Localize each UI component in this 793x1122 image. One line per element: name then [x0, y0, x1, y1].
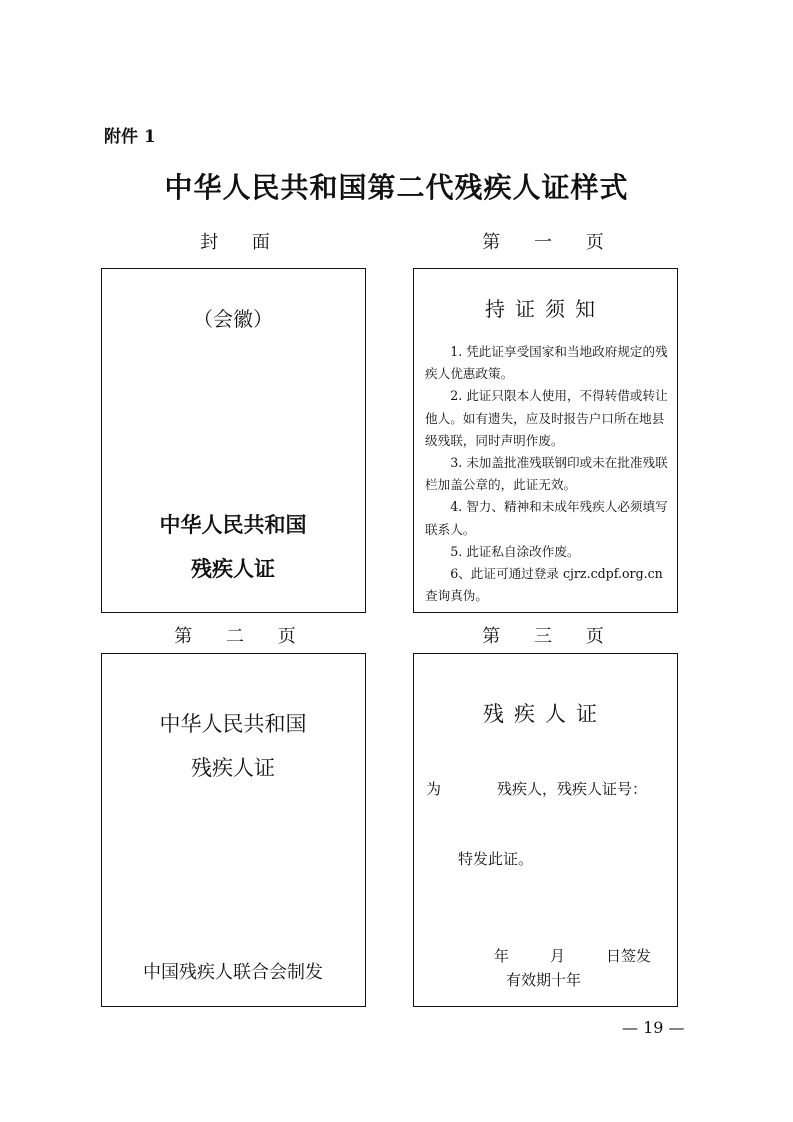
- page-number: — 19 —: [622, 1018, 685, 1037]
- notice-heading: 持证须知: [485, 297, 605, 321]
- caption-page3: 第 三 页: [482, 626, 618, 647]
- annex-label: 附件 1: [104, 127, 156, 147]
- notice-item: 4. 智力、精神和未成年残疾人必须填写联系人。: [425, 499, 668, 537]
- notice-list: [425, 341, 669, 607]
- page3-heading: 残疾人证: [483, 702, 607, 726]
- caption-page2: 第 二 页: [174, 626, 310, 647]
- document-title: 中华人民共和国第二代残疾人证样式: [164, 171, 629, 204]
- page1-panel: [413, 268, 678, 613]
- date-year: 年: [494, 947, 510, 965]
- notice-item: 3. 未加盖批准残联钢印或未在批准残联栏加盖公章的，此证无效。: [425, 455, 668, 493]
- holder-line: 残疾人，残疾人证号：: [497, 780, 648, 798]
- notice-item: 1. 凭此证享受国家和当地政府规定的残疾人优惠政策。: [425, 344, 668, 382]
- emblem-placeholder: （会徽）: [193, 307, 273, 331]
- date-day-signed: 日签发: [606, 947, 652, 965]
- notice-item: 2. 此证只限本人使用，不得转借或转让他人。如有遗失，应及时报告户口所在地县级残联，同时声明作废。: [425, 388, 668, 448]
- cover-country-name: 中华人民共和国: [159, 512, 307, 537]
- page2-panel: [101, 653, 366, 1007]
- caption-cover: 封 面: [200, 232, 284, 253]
- caption-page1: 第 一 页: [482, 232, 618, 253]
- page2-certificate-name: 残疾人证: [191, 756, 275, 780]
- cover-panel: [101, 268, 366, 613]
- page2-country-name: 中华人民共和国: [159, 712, 307, 736]
- cover-certificate-name: 残疾人证: [191, 556, 275, 581]
- issued-statement: 特发此证。: [458, 850, 534, 868]
- issuer: 中国残疾人联合会制发: [143, 962, 323, 983]
- validity: 有效期十年: [506, 971, 582, 989]
- holder-prefix: 为: [426, 780, 442, 798]
- notice-item: 6、此证可通过登录 cjrz.cdpf.org.cn 查询真伪。: [425, 566, 663, 604]
- notice-item: 5. 此证私自涂改作废。: [450, 543, 580, 559]
- date-month: 月: [550, 947, 566, 965]
- page3-panel: [413, 653, 678, 1007]
